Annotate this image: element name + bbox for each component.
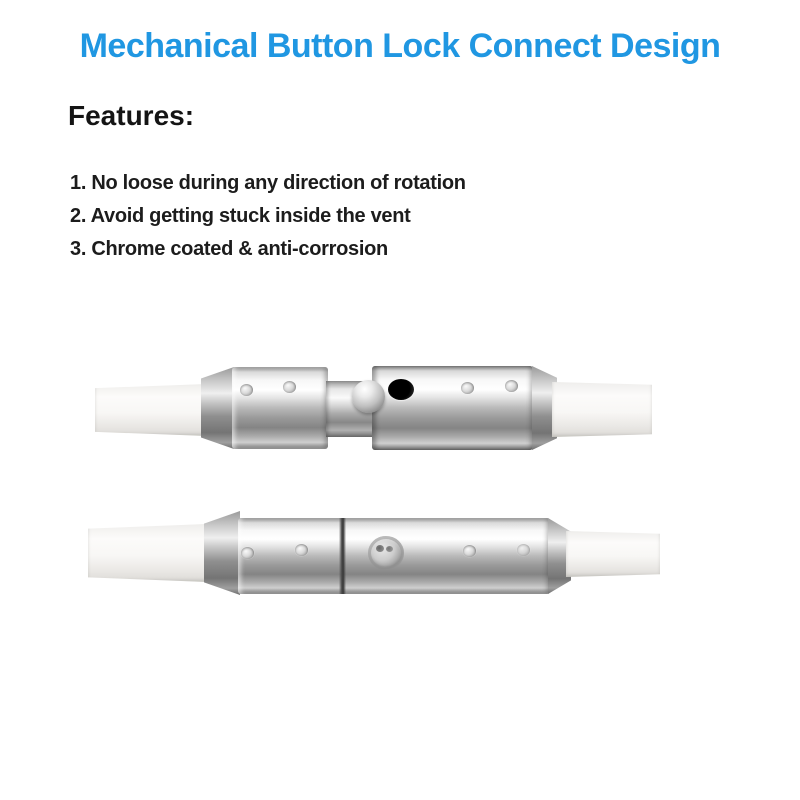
rivet-dimple — [517, 544, 530, 556]
ferrule-cone-right — [548, 518, 571, 594]
connector-seam — [339, 518, 346, 594]
rivet-dimple — [505, 380, 518, 392]
page-title: Mechanical Button Lock Connect Design — [79, 27, 721, 65]
ferrule-cone-right — [532, 366, 557, 450]
rivet-dimple — [283, 381, 296, 393]
rivet-dimple — [461, 382, 474, 394]
white-rod-left — [88, 524, 207, 582]
socket-sleeve — [372, 366, 533, 450]
rivet-dimple — [463, 545, 476, 557]
ferrule-cone-left — [204, 511, 240, 595]
feature-list — [70, 167, 466, 266]
lock-button — [352, 380, 385, 413]
lock-button-engaged — [368, 536, 404, 570]
lock-hole — [388, 379, 414, 400]
plug-barrel — [232, 367, 328, 449]
ferrule-cone-left — [201, 367, 234, 449]
feature-item-3: 3. Chrome coated & anti-corrosion — [70, 238, 388, 260]
feature-item-2: 2. Avoid getting stuck inside the vent — [70, 205, 411, 227]
plug-shaft — [326, 381, 374, 437]
features-heading: Features: — [68, 100, 195, 131]
white-rod-left — [95, 384, 207, 436]
rivet-dimple — [240, 384, 253, 396]
feature-item-1: 1. No loose during any direction of rotation — [70, 172, 466, 194]
rivet-dimple — [241, 547, 254, 559]
connected-barrel — [238, 518, 550, 594]
white-rod-right — [566, 531, 660, 577]
white-rod-right — [552, 382, 652, 437]
rivet-dimple — [295, 544, 308, 556]
